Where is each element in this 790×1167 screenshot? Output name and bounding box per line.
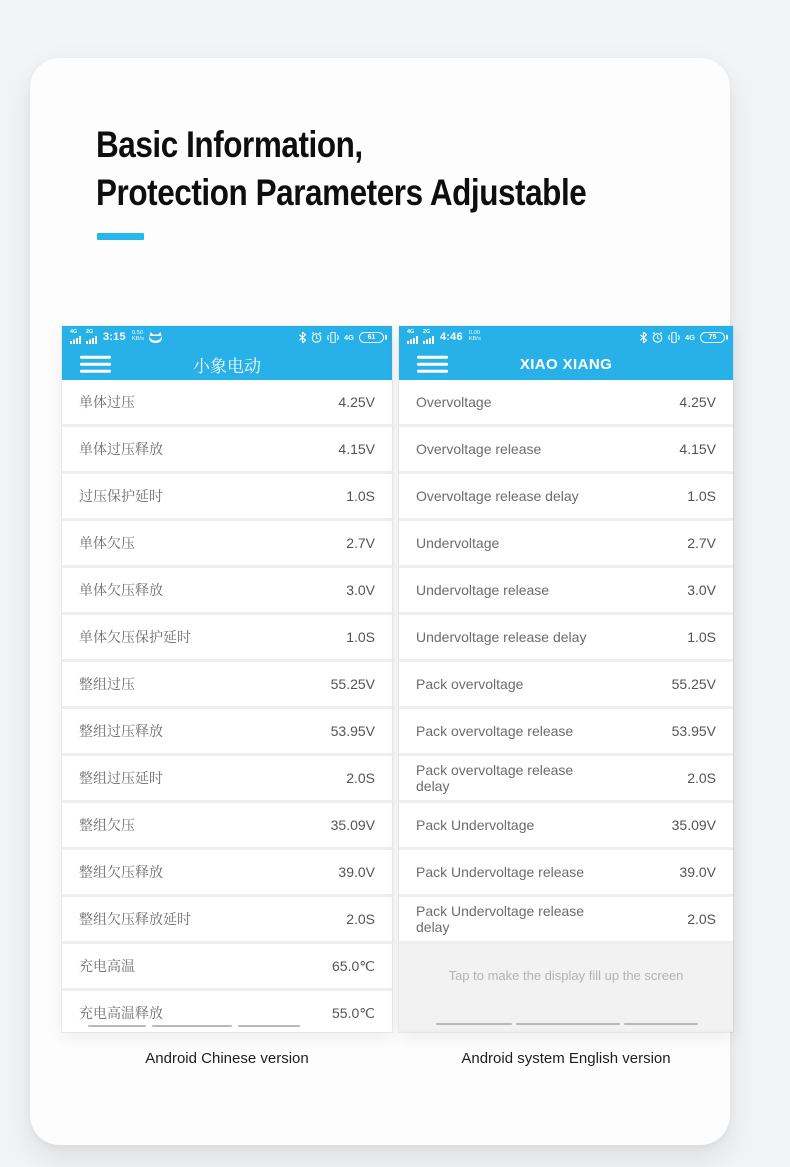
bluetooth-icon [640,332,647,343]
parameter-label: 单体欠压 [79,534,135,551]
parameter-value: 2.0S [346,911,375,927]
input-underlines [62,1025,392,1027]
parameter-label: 整组欠压释放 [79,863,163,880]
page-title-line2: Protection Parameters Adjustable [96,172,587,213]
input-underline [152,1025,232,1027]
parameter-label: Undervoltage [416,534,500,551]
parameter-label: Pack Undervoltage release delay [416,902,585,935]
speed-unit: KB/s [468,336,482,342]
display-area[interactable] [399,944,733,1030]
speed-value: 0.00 [468,330,481,337]
parameter-row[interactable] [62,756,392,800]
bluetooth-icon [299,332,306,343]
input-underline [436,1023,512,1025]
parameter-row[interactable] [62,944,392,988]
caption-english-version: Android system English version [461,1050,671,1067]
parameter-value: 55.25V [330,676,375,692]
parameter-value: 2.0S [346,770,375,786]
clock-time: 3:15 [103,331,126,343]
parameter-row[interactable] [62,850,392,894]
app-title: 小象电动 [193,356,261,376]
signal-icon [70,330,81,345]
input-underline [624,1023,698,1025]
parameter-value: 2.0S [687,911,716,927]
battery-percent: 75 [708,333,717,341]
vibrate-icon [327,332,339,343]
parameter-row[interactable] [62,803,392,847]
parameter-value: 3.0V [346,582,375,598]
parameter-value: 53.95V [330,723,375,739]
input-underline [516,1023,620,1025]
parameter-label: Overvoltage release delay [416,487,579,504]
battery-icon [359,332,384,343]
input-underline [238,1025,300,1027]
speed-unit: KB/s [131,336,145,342]
app-nav-bar [399,348,733,380]
network-4g-icon: 4G [343,332,354,342]
parameter-label: 整组过压延时 [79,769,163,786]
status-bar [399,326,733,348]
network-badge: 4G [70,328,78,335]
menu-icon[interactable] [80,356,111,373]
parameter-row[interactable] [62,662,392,706]
parameter-value: 39.0V [679,864,716,880]
parameter-row[interactable] [399,709,733,753]
input-underlines [399,1023,733,1025]
status-bar [62,326,392,348]
parameter-value: 65.0℃ [332,957,375,974]
vibrate-icon [668,332,680,343]
parameter-label: Pack overvoltage release [416,722,574,739]
parameter-label: 整组欠压释放延时 [79,910,191,927]
signal-icon [423,330,434,345]
network-badge: 2G [423,328,431,335]
parameter-label: 单体欠压保护延时 [79,628,191,645]
parameter-row[interactable] [62,568,392,612]
parameter-row[interactable] [399,568,733,612]
parameter-row[interactable] [399,897,733,941]
parameter-value: 2.0S [687,770,716,786]
parameter-row[interactable] [399,756,733,800]
parameter-value: 39.0V [338,864,375,880]
clock-time: 4:46 [440,331,463,343]
network-speed [132,331,144,343]
parameter-row[interactable] [399,662,733,706]
parameter-row[interactable] [399,615,733,659]
parameter-row[interactable] [62,897,392,941]
parameter-list [62,380,392,1032]
parameter-label: 整组过压释放 [79,722,163,739]
page-title [96,121,586,217]
app-title: XIAO XIANG [519,355,613,373]
parameter-label: Overvoltage release [416,440,542,457]
caption-chinese-version: Android Chinese version [145,1050,309,1067]
parameter-value: 55.25V [671,676,716,692]
battery-percent: 61 [367,333,376,341]
parameter-row[interactable] [62,474,392,518]
parameter-label: Undervoltage release delay [416,628,587,645]
phone-screenshot-english [399,326,733,1032]
network-badge: 4G [407,328,415,335]
parameter-value: 4.15V [679,441,716,457]
network-badge: 2G [86,328,94,335]
parameter-value: 1.0S [346,488,375,504]
network-speed [469,331,481,343]
parameter-label: 单体过压释放 [79,440,163,457]
parameter-value: 53.95V [671,723,716,739]
title-accent-underline [97,233,144,240]
parameter-value: 1.0S [687,488,716,504]
parameter-value: 2.7V [687,535,716,551]
parameter-row[interactable] [62,709,392,753]
parameter-label: Pack overvoltage release delay [416,761,574,794]
parameter-label: 过压保护延时 [79,487,163,504]
parameter-label: 整组欠压 [79,816,135,833]
battery-icon [700,332,725,343]
parameter-label: Pack overvoltage [416,675,524,692]
phone-screenshot-chinese [62,326,392,1032]
menu-icon[interactable] [417,356,448,373]
parameter-value: 4.25V [679,394,716,410]
speed-value: 0.50 [131,330,144,337]
parameter-row[interactable] [399,850,733,894]
parameter-label: 充电高温 [79,957,135,974]
parameter-label: Pack Undervoltage release [416,863,585,880]
alarm-icon [652,332,663,343]
parameter-value: 3.0V [687,582,716,598]
parameter-row[interactable] [62,615,392,659]
alarm-icon [311,332,322,343]
parameter-value: 35.09V [671,817,716,833]
parameter-row[interactable] [62,380,392,424]
parameter-value: 4.15V [338,441,375,457]
tap-hint-text: Tap to make the display fill up the screen [448,968,684,983]
parameter-value: 55.0℃ [332,1004,375,1021]
parameter-label: Undervoltage release [416,581,550,598]
parameter-row[interactable] [399,521,733,565]
parameter-row[interactable] [399,803,733,847]
signal-icon [86,330,97,345]
parameter-value: 1.0S [687,629,716,645]
cat-icon [149,332,162,343]
parameter-value: 35.09V [330,817,375,833]
parameter-value: 2.7V [346,535,375,551]
parameter-label: Overvoltage [416,393,492,410]
parameter-label: 整组过压 [79,675,135,692]
parameter-label: 充电高温释放 [79,1004,163,1021]
parameter-row[interactable] [399,427,733,471]
parameter-label: 单体过压 [79,393,135,410]
parameter-label: Pack Undervoltage [416,816,535,833]
network-4g-icon: 4G [684,332,695,342]
parameter-list [399,380,733,1032]
app-nav-bar [62,348,392,380]
parameter-row[interactable] [62,427,392,471]
page-title-line1: Basic Information, [96,124,363,165]
input-underline [88,1025,146,1027]
parameter-row[interactable] [62,521,392,565]
parameter-row[interactable] [399,474,733,518]
signal-icon [407,330,418,345]
parameter-label: 单体欠压释放 [79,581,163,598]
parameter-value: 1.0S [346,629,375,645]
parameter-value: 4.25V [338,394,375,410]
parameter-row[interactable] [399,380,733,424]
